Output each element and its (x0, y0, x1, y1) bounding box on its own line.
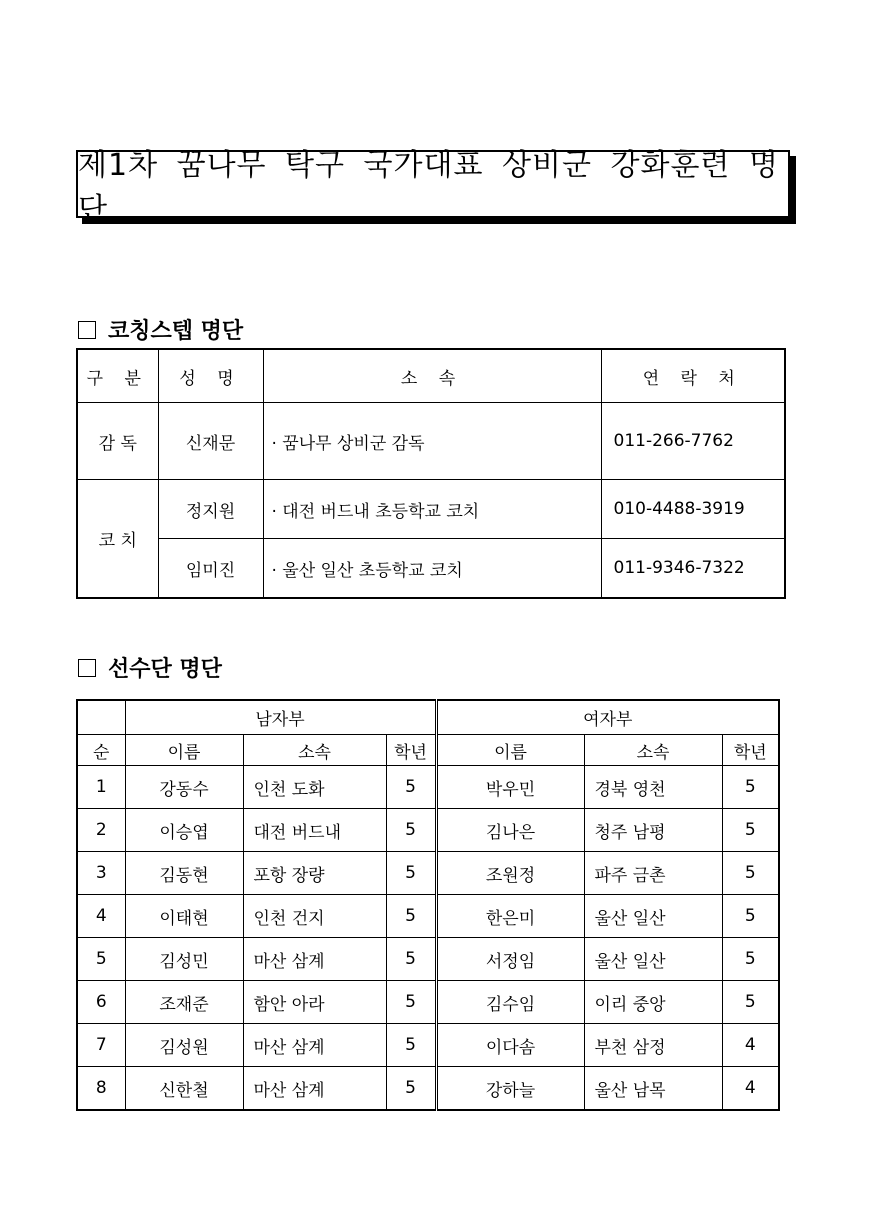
male-name: 조재준 (125, 981, 243, 1024)
male-name: 이태현 (125, 895, 243, 938)
checkbox-square-icon (78, 321, 96, 339)
male-grade: 5 (386, 938, 436, 981)
female-org: 경북 영천 (584, 766, 722, 809)
table-row (77, 895, 779, 938)
staff-section-title: 코칭스텝 명단 (108, 319, 244, 344)
staff-name: 신재문 (158, 403, 263, 480)
staff-affiliation: · 꿈나무 상비군 감독 (263, 403, 601, 480)
male-grade: 5 (386, 895, 436, 938)
staff-section-heading (78, 314, 243, 345)
male-org: 인천 건지 (243, 895, 386, 938)
checkbox-square-icon (78, 659, 96, 677)
document-title: 제1차 꿈나무 탁구 국가대표 상비군 강화훈련 명단 (76, 150, 790, 218)
female-grade: 5 (722, 809, 779, 852)
header-name: 성 명 (158, 349, 263, 403)
male-name: 김성원 (125, 1024, 243, 1067)
female-name: 박우민 (436, 766, 584, 809)
player-no: 5 (77, 938, 125, 981)
players-section-title: 선수단 명단 (108, 657, 222, 682)
female-grade: 5 (722, 981, 779, 1024)
header-female-name: 이름 (436, 735, 584, 766)
players-group-row (77, 700, 779, 735)
player-no: 3 (77, 852, 125, 895)
staff-table (76, 348, 786, 599)
staff-role: 코 치 (77, 480, 158, 599)
player-no: 8 (77, 1067, 125, 1111)
table-row (77, 1024, 779, 1067)
male-name: 김성민 (125, 938, 243, 981)
player-no: 2 (77, 809, 125, 852)
female-org: 이리 중앙 (584, 981, 722, 1024)
players-section-heading (78, 652, 222, 683)
female-org: 부천 삼정 (584, 1024, 722, 1067)
male-org: 마산 삼계 (243, 938, 386, 981)
male-grade: 5 (386, 852, 436, 895)
staff-role: 감 독 (77, 403, 158, 480)
male-org: 포항 장량 (243, 852, 386, 895)
header-affiliation: 소 속 (263, 349, 601, 403)
male-name: 강동수 (125, 766, 243, 809)
staff-name: 정지원 (158, 480, 263, 539)
female-name: 김나은 (436, 809, 584, 852)
group-female: 여자부 (436, 700, 779, 735)
male-org: 대전 버드내 (243, 809, 386, 852)
players-header-row (77, 735, 779, 766)
header-female-org: 소속 (584, 735, 722, 766)
female-grade: 4 (722, 1067, 779, 1111)
table-row (77, 852, 779, 895)
female-name: 김수임 (436, 981, 584, 1024)
staff-name: 임미진 (158, 539, 263, 599)
header-male-grade: 학년 (386, 735, 436, 766)
female-grade: 4 (722, 1024, 779, 1067)
female-org: 울산 일산 (584, 895, 722, 938)
female-name: 한은미 (436, 895, 584, 938)
female-grade: 5 (722, 766, 779, 809)
male-grade: 5 (386, 809, 436, 852)
staff-row (77, 539, 785, 599)
female-grade: 5 (722, 938, 779, 981)
header-female-grade: 학년 (722, 735, 779, 766)
table-row (77, 1067, 779, 1111)
male-org: 인천 도화 (243, 766, 386, 809)
staff-phone: 011-9346-7322 (601, 539, 785, 599)
female-grade: 5 (722, 852, 779, 895)
female-name: 서정임 (436, 938, 584, 981)
staff-phone: 010-4488-3919 (601, 480, 785, 539)
male-org: 마산 삼계 (243, 1024, 386, 1067)
staff-phone: 011-266-7762 (601, 403, 785, 480)
female-org: 울산 일산 (584, 938, 722, 981)
player-no: 6 (77, 981, 125, 1024)
group-blank (77, 700, 125, 735)
header-male-name: 이름 (125, 735, 243, 766)
female-org: 청주 남평 (584, 809, 722, 852)
female-name: 강하늘 (436, 1067, 584, 1111)
table-row (77, 938, 779, 981)
table-row (77, 981, 779, 1024)
staff-header-row (77, 349, 785, 403)
male-grade: 5 (386, 1067, 436, 1111)
female-org: 울산 남목 (584, 1067, 722, 1111)
players-table (76, 699, 780, 1111)
male-name: 김동현 (125, 852, 243, 895)
female-org: 파주 금촌 (584, 852, 722, 895)
male-grade: 5 (386, 981, 436, 1024)
male-name: 이승엽 (125, 809, 243, 852)
player-no: 7 (77, 1024, 125, 1067)
male-org: 마산 삼계 (243, 1067, 386, 1111)
header-contact: 연 락 처 (601, 349, 785, 403)
group-male: 남자부 (125, 700, 436, 735)
table-row (77, 809, 779, 852)
male-org: 함안 아라 (243, 981, 386, 1024)
female-name: 조원정 (436, 852, 584, 895)
header-male-org: 소속 (243, 735, 386, 766)
staff-row (77, 480, 785, 539)
player-no: 1 (77, 766, 125, 809)
female-name: 이다솜 (436, 1024, 584, 1067)
male-name: 신한철 (125, 1067, 243, 1111)
header-division: 구 분 (77, 349, 158, 403)
staff-affiliation: · 대전 버드내 초등학교 코치 (263, 480, 601, 539)
staff-affiliation: · 울산 일산 초등학교 코치 (263, 539, 601, 599)
male-grade: 5 (386, 766, 436, 809)
header-no: 순 (77, 735, 125, 766)
table-row (77, 766, 779, 809)
female-grade: 5 (722, 895, 779, 938)
player-no: 4 (77, 895, 125, 938)
staff-row (77, 403, 785, 480)
male-grade: 5 (386, 1024, 436, 1067)
